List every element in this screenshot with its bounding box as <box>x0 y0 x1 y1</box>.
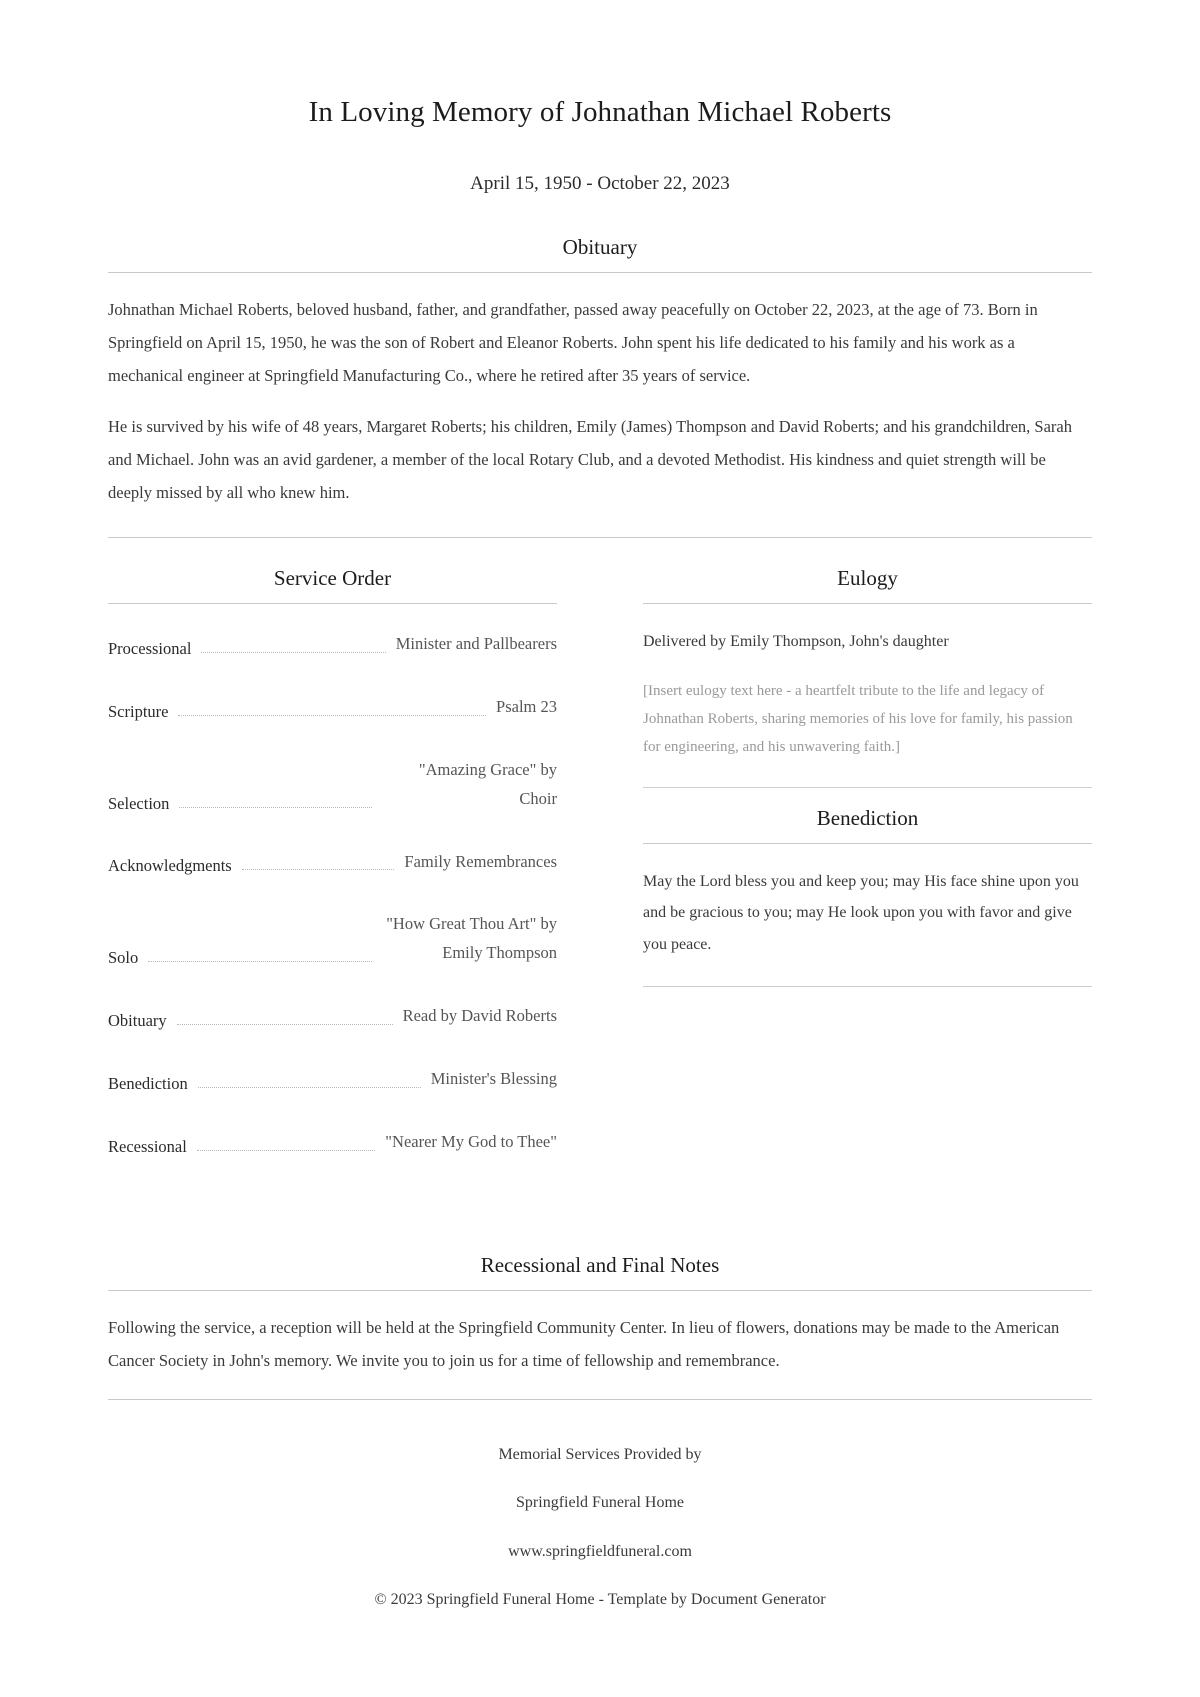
footer-funeral-home: Springfield Funeral Home <box>516 1494 684 1512</box>
obituary-body <box>108 273 1092 509</box>
dotted-leader <box>148 960 372 962</box>
footer-website[interactable]: www.springfieldfuneral.com <box>508 1542 692 1560</box>
footer-provided-by-label: Memorial Services Provided by <box>498 1445 702 1463</box>
service-order-list <box>108 604 557 1157</box>
life-dates: April 15, 1950 - October 22, 2023 <box>470 173 730 194</box>
service-row <box>108 1002 557 1031</box>
final-notes-heading: Recessional and Final Notes <box>480 1252 720 1277</box>
service-item-value: Minister's Blessing <box>430 1069 557 1088</box>
service-item-value: Family Remembrances <box>404 851 557 871</box>
obituary-bottom-rule <box>108 537 1092 538</box>
two-column-area <box>108 566 1092 1157</box>
service-order-heading: Service Order <box>273 566 392 590</box>
service-order-column <box>108 566 557 1157</box>
service-row <box>108 910 557 968</box>
service-item-value: "Amazing Grace" by Choir <box>418 759 557 808</box>
service-item-value: Psalm 23 <box>496 696 557 716</box>
eulogy-delivered-by: Delivered by Emily Thompson, John's daughter <box>643 633 949 650</box>
dotted-leader <box>198 1086 421 1088</box>
service-row <box>108 1065 557 1094</box>
obituary-heading: Obituary <box>562 235 638 259</box>
service-row <box>108 693 557 722</box>
eulogy-column <box>643 566 1092 1157</box>
service-row <box>108 630 557 659</box>
dotted-leader <box>179 806 372 808</box>
service-item-label: Processional <box>108 638 192 658</box>
dotted-leader <box>178 714 486 716</box>
dotted-leader <box>201 651 385 653</box>
service-item-label: Benediction <box>108 1073 188 1093</box>
service-row <box>108 848 557 877</box>
eulogy-heading: Eulogy <box>837 566 898 590</box>
service-item-label: Acknowledgments <box>108 856 232 876</box>
service-item-value: Minister and Pallbearers <box>395 634 557 653</box>
final-notes-text: Following the service, a reception will be held at the Springfield Community Center. In lieu of flowers, donations may be made to the American Cancer Society in John's memory. We invite you to join us for a time of fellowship and remembrance. <box>108 1317 1060 1370</box>
footer-copyright: © 2023 Springfield Funeral Home - Template by Document Generator <box>374 1590 826 1608</box>
benediction-text: May the Lord bless you and keep you; may His face shine upon you and be gracious to you; may He look upon you with favor and give you peace. <box>643 873 1079 953</box>
page-title: In Loving Memory of Johnathan Michael Roberts <box>308 96 892 128</box>
service-item-label: Selection <box>108 793 170 813</box>
dotted-leader <box>197 1149 375 1151</box>
service-row <box>108 756 557 814</box>
service-item-label: Obituary <box>108 1011 167 1030</box>
obituary-paragraph: Johnathan Michael Roberts, beloved husband, father, and grandfather, passed away peacefully on October 22, 2023, at the age of 73. Born in Springfield on April 15, 1950, he was the son of Robert and Eleanor Roberts. John spent his life dedicated to his family and his work as a mechanical engineer at Springfield Manufacturing Co., where he retired after 35 years of service. <box>108 300 1038 385</box>
obituary-paragraph: He is survived by his wife of 48 years, Margaret Roberts; his children, Emily (James) Thompson and David Roberts; and his grandchildren, Sarah and Michael. John was an avid gardener, a member of the local Rotary Club, and a devoted Methodist. His kindness and quiet strength will be deeply missed by all who knew him. <box>108 417 1072 502</box>
benediction-heading: Benediction <box>816 806 919 831</box>
dotted-leader <box>242 868 395 870</box>
service-item-label: Solo <box>108 948 139 968</box>
final-notes-section <box>108 1253 1092 1400</box>
footer <box>108 1400 1092 1612</box>
service-item-value: "Nearer My God to Thee" <box>385 1131 557 1151</box>
eulogy-placeholder-text: [Insert eulogy text here - a heartfelt tribute to the life and legacy of Johnathan Roberts, sharing memories of his love for family, his passion for engineering, and his unwavering faith.] <box>643 683 1073 755</box>
benediction-bottom-rule <box>643 986 1092 987</box>
dotted-leader <box>177 1023 393 1025</box>
service-item-label: Recessional <box>108 1136 187 1156</box>
service-row <box>108 1128 557 1157</box>
service-item-label: Scripture <box>108 701 169 721</box>
service-item-value: "How Great Thou Art" by Emily Thompson <box>386 914 557 963</box>
service-item-value: Read by David Roberts <box>402 1006 557 1026</box>
obituary-section <box>108 235 1092 538</box>
